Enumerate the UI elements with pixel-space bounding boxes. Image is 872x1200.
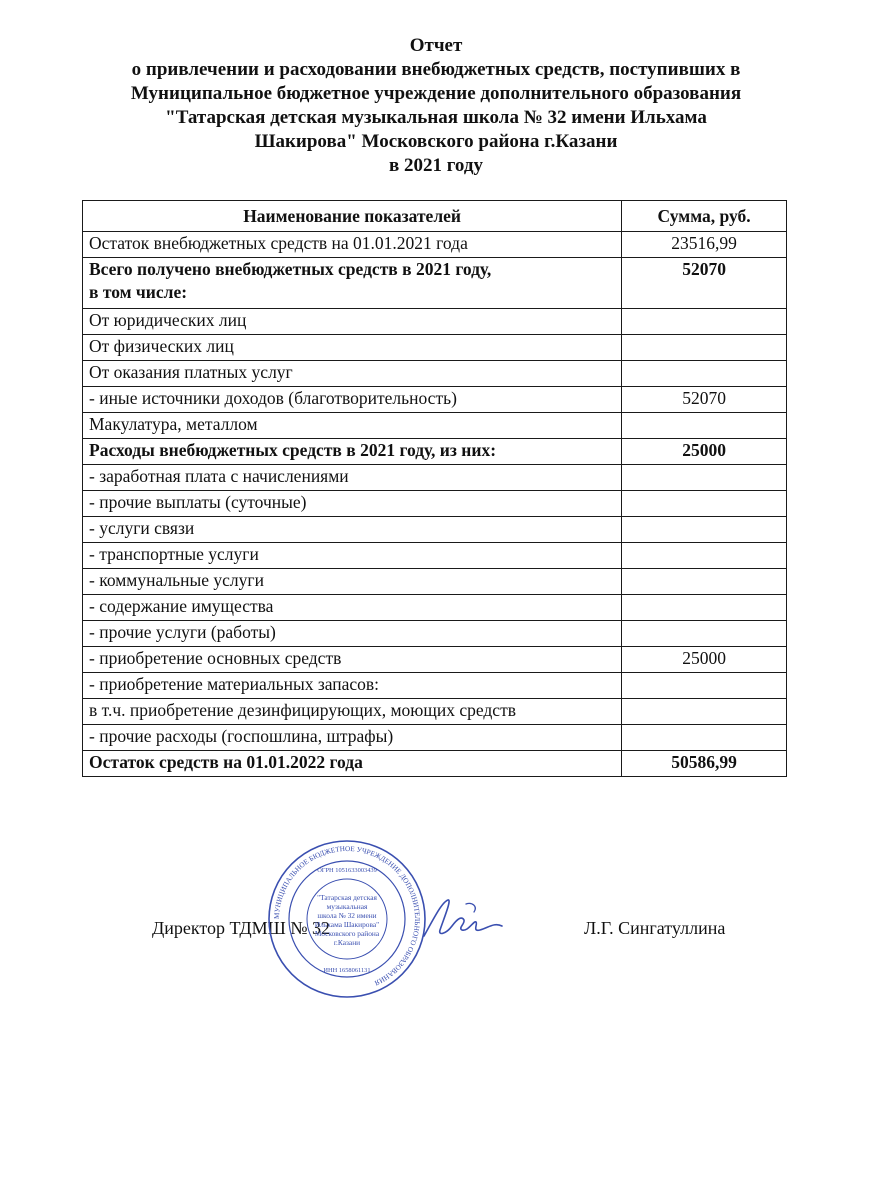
table-row bbox=[83, 751, 787, 777]
stamp-inn: ИНН 1658061131 bbox=[323, 967, 371, 974]
table-row bbox=[83, 335, 787, 361]
document-title bbox=[0, 34, 872, 178]
row-label bbox=[83, 258, 622, 309]
stamp-inner-line: Московского района bbox=[314, 929, 380, 938]
row-value bbox=[622, 569, 787, 595]
row-value bbox=[622, 465, 787, 491]
row-label: От физических лиц bbox=[83, 335, 622, 361]
table-row bbox=[83, 673, 787, 699]
table-row bbox=[83, 465, 787, 491]
table-row bbox=[83, 439, 787, 465]
stamp-ogrn: ОГРН 1051633003439 bbox=[317, 867, 377, 874]
table-row bbox=[83, 647, 787, 673]
director-title: Директор ТДМШ № 32 bbox=[152, 918, 331, 938]
table-row bbox=[83, 569, 787, 595]
row-label: От оказания платных услуг bbox=[83, 361, 622, 387]
row-label: Расходы внебюджетных средств в 2021 году, из них: bbox=[83, 439, 622, 465]
row-label-line: в том числе: bbox=[89, 282, 188, 302]
row-value: 52070 bbox=[622, 258, 787, 309]
row-label: - заработная плата с начислениями bbox=[83, 465, 622, 491]
column-header-sum: Сумма, руб. bbox=[622, 201, 787, 232]
row-value bbox=[622, 621, 787, 647]
row-label-line: Всего получено внебюджетных средств в 2021 году, bbox=[89, 259, 492, 279]
row-label: Остаток средств на 01.01.2022 года bbox=[83, 751, 622, 777]
row-value bbox=[622, 309, 787, 335]
report-table bbox=[82, 200, 787, 777]
stamp-inner-line: г.Казани bbox=[333, 938, 361, 947]
table-row bbox=[83, 725, 787, 751]
row-label: - коммунальные услуги bbox=[83, 569, 622, 595]
row-value bbox=[622, 491, 787, 517]
stamp-inner-line: Ильхама Шакирова" bbox=[314, 920, 380, 929]
row-value bbox=[622, 517, 787, 543]
table-row bbox=[83, 699, 787, 725]
signature-icon bbox=[418, 896, 508, 940]
title-line: Отчет bbox=[409, 35, 463, 56]
row-label: - приобретение материальных запасов: bbox=[83, 673, 622, 699]
table-row bbox=[83, 387, 787, 413]
row-label: - содержание имущества bbox=[83, 595, 622, 621]
title-line: о привлечении и расходовании внебюджетных средств, поступивших в bbox=[131, 59, 741, 80]
row-value: 50586,99 bbox=[622, 751, 787, 777]
official-stamp-icon bbox=[266, 838, 428, 1000]
title-line: "Татарская детская музыкальная школа № 32 имени Ильхама bbox=[165, 107, 707, 128]
stamp-inner-line: "Татарская детская bbox=[317, 893, 377, 902]
row-value: 52070 bbox=[622, 387, 787, 413]
table-row bbox=[83, 309, 787, 335]
column-header-name: Наименование показателей bbox=[83, 201, 622, 232]
table-row bbox=[83, 517, 787, 543]
director-name: Л.Г. Сингатуллина bbox=[584, 918, 726, 938]
row-value: 25000 bbox=[622, 647, 787, 673]
row-label: - иные источники доходов (благотворительность) bbox=[83, 387, 622, 413]
row-value bbox=[622, 543, 787, 569]
row-label: - транспортные услуги bbox=[83, 543, 622, 569]
row-value: 25000 bbox=[622, 439, 787, 465]
title-line: в 2021 году bbox=[389, 155, 483, 176]
row-value bbox=[622, 673, 787, 699]
table-row bbox=[83, 413, 787, 439]
table-row bbox=[83, 595, 787, 621]
title-line: Шакирова" Московского района г.Казани bbox=[254, 131, 618, 152]
row-value: 23516,99 bbox=[622, 232, 787, 258]
stamp-inner-line: школа № 32 имени bbox=[317, 911, 377, 920]
row-label: От юридических лиц bbox=[83, 309, 622, 335]
row-value bbox=[622, 725, 787, 751]
row-value bbox=[622, 335, 787, 361]
row-value bbox=[622, 699, 787, 725]
row-label: Макулатура, металлом bbox=[83, 413, 622, 439]
row-label: - услуги связи bbox=[83, 517, 622, 543]
title-line: Муниципальное бюджетное учреждение дополнительного образования bbox=[130, 83, 742, 104]
row-label: - прочие выплаты (суточные) bbox=[83, 491, 622, 517]
table-row bbox=[83, 621, 787, 647]
row-label: - прочие расходы (госпошлина, штрафы) bbox=[83, 725, 622, 751]
stamp-outer-text: МУНИЦИПАЛЬНОЕ БЮДЖЕТНОЕ УЧРЕЖДЕНИЕ ДОПОЛНИТЕЛЬНОГО ОБРАЗОВАНИЯ bbox=[272, 844, 422, 987]
row-value bbox=[622, 413, 787, 439]
table-row bbox=[83, 361, 787, 387]
row-label: в т.ч. приобретение дезинфицирующих, моющих средств bbox=[83, 699, 622, 725]
row-label: Остаток внебюджетных средств на 01.01.2021 года bbox=[83, 232, 622, 258]
row-label: - прочие услуги (работы) bbox=[83, 621, 622, 647]
row-value bbox=[622, 595, 787, 621]
row-label: - приобретение основных средств bbox=[83, 647, 622, 673]
table-row bbox=[83, 258, 787, 309]
row-value bbox=[622, 361, 787, 387]
table-row bbox=[83, 543, 787, 569]
table-row bbox=[83, 232, 787, 258]
table-header-row bbox=[83, 201, 787, 232]
table-row bbox=[83, 491, 787, 517]
stamp-inner-line: музыкальная bbox=[326, 902, 368, 911]
